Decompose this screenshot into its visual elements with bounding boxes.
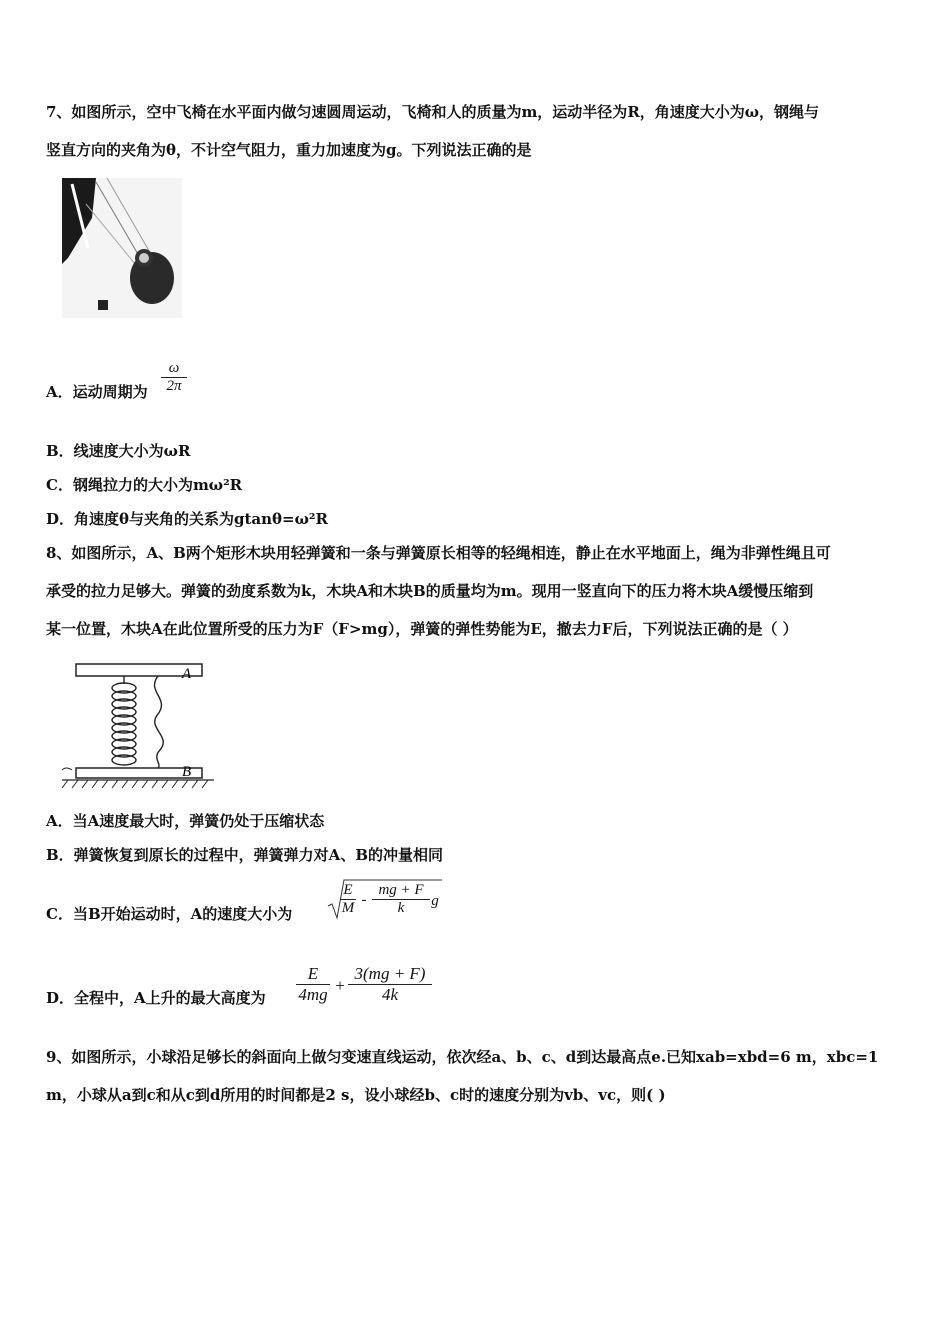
q8-option-c-fraction-1 <box>340 882 356 917</box>
q7-stem-line2: 竖直方向的夹角为θ，不计空气阻力，重力加速度为g。下列说法正确的是 <box>46 141 532 159</box>
q8-stem-line2: 承受的拉力足够大。弹簧的劲度系数为k，木块A和木块B的质量均为m。现用一竖直向下的压力将木块A缓慢压缩到 <box>46 582 814 600</box>
q8-option-c-fraction-2 <box>372 882 430 917</box>
q7-option-a-fraction <box>161 360 187 395</box>
q8-option-d-f2-denominator: 4k <box>381 985 399 1004</box>
q8-option-c-f2-numerator: mg + F <box>378 882 424 898</box>
q8-option-a: A．当A速度最大时，弹簧仍处于压缩状态 <box>46 812 325 830</box>
q8-option-d-f2-numerator: 3(mg + F) <box>354 964 426 983</box>
q8-option-d-plus: + <box>335 976 345 995</box>
spring <box>112 676 136 765</box>
q8-option-c-label: C．当B开始运动时，A的速度大小为 <box>46 905 293 923</box>
flying-chair-photo <box>62 178 182 318</box>
q7-option-a-denominator: 2π <box>166 378 182 394</box>
q7-option-a-label: A．运动周期为 <box>46 383 148 401</box>
q8-option-d-label: D．全程中，A上升的最大高度为 <box>46 989 266 1007</box>
q7-option-a-numerator: ω <box>168 360 180 376</box>
rope <box>155 676 164 768</box>
q9-stem-line1: 9、如图所示，小球沿足够长的斜面向上做匀变速直线运动，依次经a、b、c、d到达最高点e.已知xab=xbd=6 m，xbc=1 <box>46 1048 879 1066</box>
q7-option-c: C．钢绳拉力的大小为mω²R <box>46 476 243 494</box>
q8-option-c-f2-denominator: k <box>397 900 405 916</box>
q8-option-b: B．弹簧恢复到原长的过程中，弹簧弹力对A、B的冲量相同 <box>46 846 443 864</box>
q8-option-c-f1-denominator: M <box>341 900 355 916</box>
q8-option-d-fraction-1 <box>296 964 330 1005</box>
q7-option-d: D．角速度θ与夹角的关系为gtanθ=ω²R <box>46 510 328 528</box>
q7-option-b: B．线速度大小为ωR <box>46 442 191 460</box>
q8-option-d-fraction-2 <box>348 964 432 1005</box>
q8-option-d-f1-numerator: E <box>307 964 319 983</box>
q8-stem-line3: 某一位置，木块A在此位置所受的压力为F（F>mg），弹簧的弹性势能为E，撤去力F后，下列说法正确的是（ ） <box>46 620 798 638</box>
label-block-b: B <box>182 764 192 780</box>
q8-option-d-f1-denominator: 4mg <box>298 985 328 1004</box>
q7-stem-line1: 7、如图所示，空中飞椅在水平面内做匀速圆周运动，飞椅和人的质量为m，运动半径为R，角速度大小为ω，钢绳与 <box>46 103 820 121</box>
q8-option-c-minus: - <box>361 892 367 908</box>
label-block-a: A <box>182 666 192 682</box>
q8-option-c-g: g <box>431 893 439 909</box>
spring-blocks-diagram <box>58 658 218 790</box>
q8-option-c-f1-numerator: E <box>343 882 353 898</box>
q8-stem-line1: 8、如图所示，A、B两个矩形木块用轻弹簧和一条与弹簧原长相等的轻绳相连，静止在水平地面上，绳为非弹性绳且可 <box>46 544 831 562</box>
q9-stem-line2: m，小球从a到c和从c到d所用的时间都是2 s，设小球经b、c时的速度分别为vb、vc，则( ) <box>46 1086 666 1104</box>
